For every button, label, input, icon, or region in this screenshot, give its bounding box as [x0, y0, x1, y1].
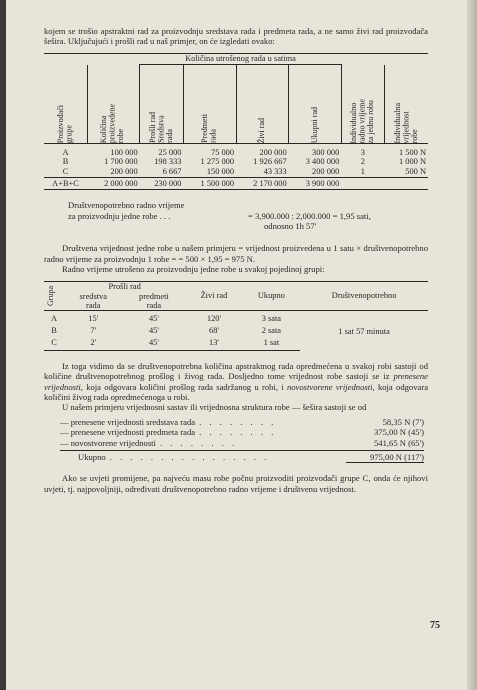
book-spine-edge	[467, 0, 477, 690]
col-header-means-of-labor: sredstva rada	[64, 292, 123, 311]
col-header-living-labor: Živi rad	[185, 281, 242, 310]
list-item: — novostvorene vrijednosti . . . . . . . . 541,65 N (65')	[60, 437, 424, 448]
col-header-quantity: Količina proizvedene robe	[87, 65, 140, 144]
table-row: A 15' 45' 120' 3 sata 1 sat 57 minuta	[44, 313, 428, 325]
table-row: C 200 000 6 667 150 000 43 333 200 000 1 500 N	[62, 166, 426, 176]
socially-necessary-value: 1 sat 57 minuta	[338, 326, 390, 336]
page-number: 75	[430, 620, 440, 631]
book-page	[6, 0, 468, 690]
col-header-socially-necessary: Društvenopotrebno	[300, 281, 428, 310]
group-time-paragraph: Radno vrijeme utrošeno za proizvodnju jedne robe u svakoj pojedinoj grupi:	[62, 264, 325, 275]
col-header-means: Prošli rad Sredstva rada	[140, 65, 184, 144]
table-sum-row: A+B+C 2 000 000 230 000 1 500 000 2 170 000 3 900 000	[44, 177, 428, 190]
col-header-total-labor: Ukupno	[243, 281, 301, 310]
formula-right-1: = 3,900.000 : 2,000.000 = 1,95 sati,	[248, 210, 371, 221]
col-header-objects-of-labor: predmeti rada	[123, 292, 186, 311]
formula-right-2: odnosno 1h 57'	[264, 220, 317, 231]
structure-total: Ukupno . . . . . . . . . . . . . . . . 975,00 N (117')	[60, 450, 424, 463]
social-value-paragraph: Društvena vrijednost jedne robe u našem primjeru = vrijednost proizvedena u 1 satu × društvenopotrebno radno vrijeme za proizvodnju 1 robe = = 500 × 1,95 = 975 N.	[44, 243, 428, 264]
col-header-past-labor: Prošli rad	[64, 281, 185, 292]
col-header-indiv-time: Individualno radno vrijeme za jednu robu	[341, 65, 384, 144]
table-row: B 1 700 000 198 333 1 275 000 1 926 667 3 400 000 2 1 000 N	[62, 157, 426, 167]
structure-intro-paragraph: U našem primjeru vrijednosni sastav ili vrijednosna struktura robe — šešira sastoji se od	[62, 402, 367, 413]
formula-left-2: za proizvodnju jedne robe . . .	[68, 210, 171, 221]
closing-paragraph: Ako se uvjeti promijene, pa najveću masu robe počnu proizvoditi proizvođači grupe C, onda će njihovi uvjeti, tj. najpovoljniji, određivati društvenopotrebno radno vrijeme i društvenu vrijednost.	[44, 473, 428, 494]
time-formula	[68, 200, 428, 231]
table-row: C 2' 45' 13' 1 sat	[44, 337, 428, 350]
col-header-group: Proizvođači grupe	[44, 65, 87, 144]
table-row: A 100 000 25 000 75 000 200 000 300 000 3 1 500 N	[62, 147, 426, 157]
value-structure-list	[60, 417, 424, 464]
page-content	[44, 26, 428, 494]
intro-paragraph: kojem se trošio apstraktni rad za proizvodnju sredstava rada i predmeta rada, a ne samo živi rad proizvođača šešira. Uključujući i prošli rad u naš primjer, on će izgledati ovako:	[44, 26, 428, 47]
list-item: — prenesene vrijednosti predmeta rada . . . . . . . . 375,00 N (45')	[60, 427, 424, 438]
table-row: B 7' 45' 68' 2 sata	[51, 326, 282, 336]
col-header-indiv-value: Individualna vrijednost robe	[384, 65, 428, 144]
col-header-total: Ukupni rad	[289, 65, 342, 144]
col-header-objects: Predmeti rada	[183, 65, 236, 144]
labor-table-group-header: Količina utrošenog rada u satima	[140, 53, 342, 64]
value-composition-paragraph: Iz toga vidimo da se društvenopotrebna količina apstraktnog rada opredmećena u svakoj robi sastoji od količine društvenopotrebnog prošlog i živog rada. Dosljedno tome vrijednost robe sastoji se iz prenesene vrijednosti, koja odgovara količini prošlog rada sadržanog u robi, i novostvorene vrijednosti, koja odgovara količini živog rada opredmećenoga u robi.	[44, 360, 429, 403]
col-header-grupa: Grupa	[44, 281, 64, 310]
list-item: — prenesene vrijednosti sredstava rada . . . . . . . . 58,35 N (7')	[60, 416, 424, 427]
group-time-table	[44, 281, 428, 351]
labor-table	[44, 53, 428, 190]
formula-left-1: Društvenopotrebno radno vrijeme	[68, 200, 185, 211]
col-header-living: Živi rad	[236, 65, 289, 144]
